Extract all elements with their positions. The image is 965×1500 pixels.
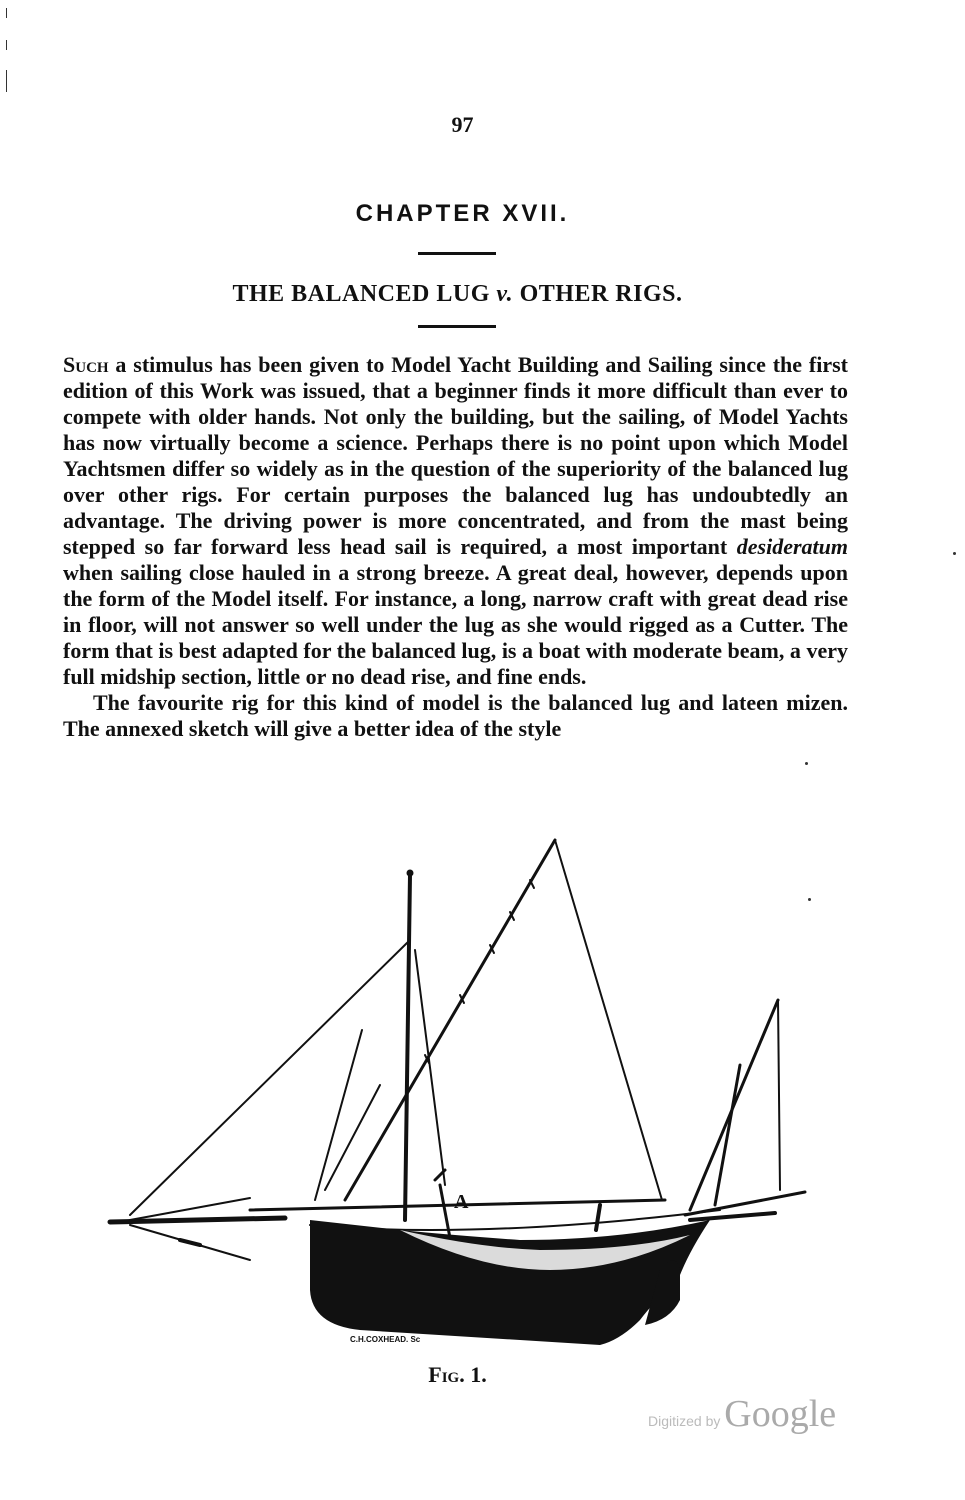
margin-mark xyxy=(6,70,7,92)
watermark-prefix: Digitized by xyxy=(648,1413,725,1429)
boat-sketch-icon xyxy=(100,830,840,1360)
body-text xyxy=(63,352,848,742)
divider-rule xyxy=(418,325,496,328)
lead-word: Such xyxy=(63,352,109,377)
engraver-signature: C.H.COXHEAD. Sc xyxy=(350,1335,421,1344)
stray-dot xyxy=(808,898,811,901)
caption-lead: Fig. xyxy=(428,1362,465,1387)
paragraph xyxy=(63,352,848,690)
google-logo-icon: Google xyxy=(724,1393,837,1435)
section-title-italic: v. xyxy=(496,281,514,307)
caption-number: 1. xyxy=(464,1362,487,1387)
watermark xyxy=(648,1392,836,1436)
figure-label-a: A xyxy=(454,1191,469,1213)
paragraph-text: a stimulus has been given to Model Yacht Building and Sailing since the first edition of this Work was issued, that a beginner finds it more difficult than ever to compete with older hands. Not only the building, but the sailing, of Model Yachts has now virtually become a science. Perhaps there is no point upon which Model Yachtsmen differ so widely as in the question of the superiority of the balanced lug over other rigs. For certain purposes the balanced lug has undoubtedly an advantage. The driving power is more concentrated, and from the mast being stepped so far forward less head sail is required, a most important xyxy=(63,352,848,559)
italic-term: desideratum xyxy=(736,534,848,559)
section-title xyxy=(0,281,915,308)
chapter-title: CHAPTER XVII. xyxy=(355,200,570,227)
figure-boat-illustration xyxy=(100,830,840,1360)
margin-mark xyxy=(6,8,7,18)
paragraph: The favourite rig for this kind of model is the balanced lug and lateen mizen. The annexed sketch will give a better idea of the style xyxy=(63,690,848,741)
divider-rule xyxy=(418,252,496,255)
section-title-part: THE BALANCED LUG xyxy=(232,281,497,307)
margin-mark xyxy=(6,40,7,50)
page-number: 97 xyxy=(451,112,474,137)
stray-dot xyxy=(805,762,808,765)
paragraph-text: when sailing close hauled in a strong breeze. A great deal, however, depends upon the form of the Model itself. For instance, a long, narrow craft with great dead rise in floor, will not answer so well under the lug as she would rigged as a Cutter. The form that is best adapted for the balanced lug, is a boat with moderate beam, a very full midship section, little or no dead rise, and fine ends. xyxy=(63,560,848,689)
section-title-part: OTHER RIGS. xyxy=(513,281,683,307)
figure-caption xyxy=(0,1362,915,1388)
stray-dot xyxy=(953,552,956,555)
